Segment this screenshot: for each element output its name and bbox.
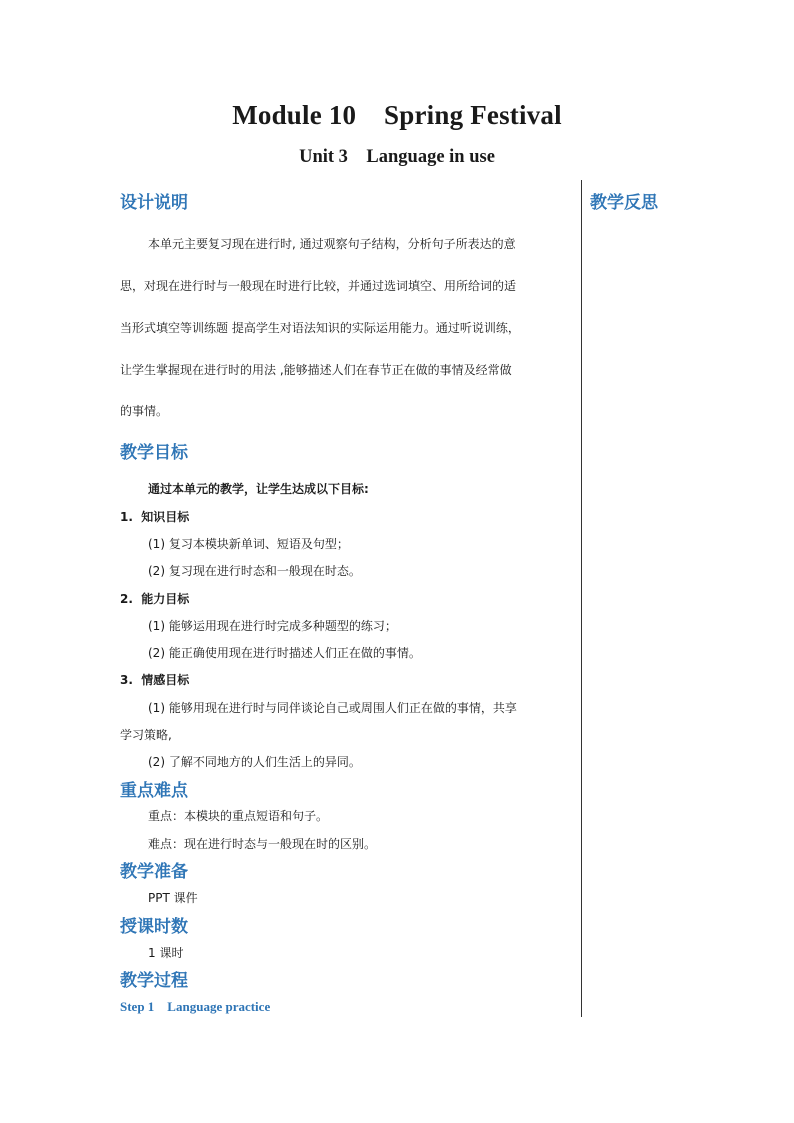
design-line-4: 让学生掌握现在进行时的用法 ,能够描述人们在春节正在做的事情及经常做 [120,363,512,377]
column-divider [581,180,582,1017]
hours-text: 1 课时 [148,946,184,960]
objectives-intro: 通过本单元的教学，让学生达成以下目标: [148,482,369,496]
design-line-1: 本单元主要复习现在进行时, 通过观察句子结构，分析句子所表达的意 [148,237,516,251]
emotion-item-2: (2) 了解不同地方的人们生活上的异同。 [148,755,361,769]
reflection-heading: 教学反思 [590,193,658,213]
knowledge-title: 1. 知识目标 [120,510,190,524]
page-subtitle: Unit 3 Language in use [299,147,495,167]
design-line-3: 当形式填空等训练题 提高学生对语法知识的实际运用能力。通过听说训练， [120,321,520,335]
design-heading: 设计说明 [120,193,188,213]
objectives-heading: 教学目标 [120,443,188,463]
design-line-5: 的事情。 [120,404,169,418]
hours-heading: 授课时数 [120,917,188,937]
ability-title: 2. 能力目标 [120,592,190,606]
design-line-2: 思，对现在进行时与一般现在时进行比较，并通过选词填空、用所给词的适 [120,279,517,293]
preparation-text: PPT 课件 [148,891,198,905]
emotion-title: 3. 情感目标 [120,673,190,687]
step-1-heading: Step 1 Language practice [120,999,271,1014]
knowledge-item-2: (2) 复习现在进行时态和一般现在时态。 [148,564,361,578]
emotion-item-1: (1) 能够用现在进行时与同伴谈论自己或周围人们正在做的事情，共享 [148,701,517,715]
ability-item-1: (1) 能够运用现在进行时完成多种题型的练习； [148,619,397,633]
ability-item-2: (2) 能正确使用现在进行时描述人们正在做的事情。 [148,646,421,660]
knowledge-item-1: (1) 复习本模块新单词、短语及句型； [148,537,349,551]
preparation-heading: 教学准备 [120,862,188,882]
key-points-heading: 重点难点 [120,781,188,801]
process-heading: 教学过程 [120,971,188,991]
key-point: 重点：本模块的重点短语和句子。 [148,809,329,823]
emotion-item-1-cont: 学习策略, [120,728,172,742]
difficult-point: 难点：现在进行时态与一般现在时的区别。 [148,837,377,851]
page-title: Module 10 Spring Festival [232,100,562,130]
